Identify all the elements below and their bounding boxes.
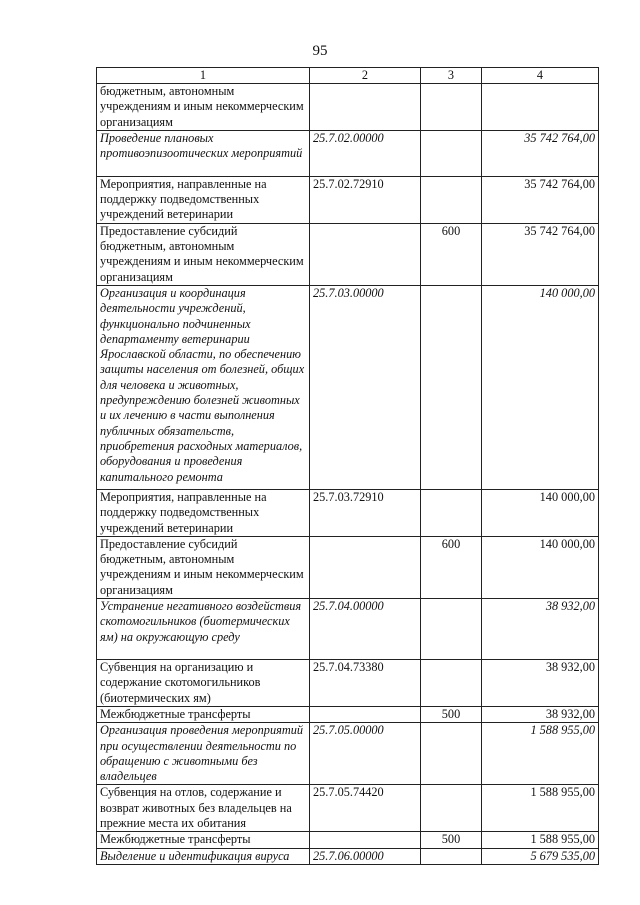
- row-name-cell: бюджетным, автономным учреждениям и иным некоммерческим организациям: [97, 84, 310, 131]
- row-code-cell: 25.7.05.74420: [310, 785, 421, 832]
- row-type-cell: 500: [421, 706, 482, 722]
- table-row: [97, 832, 599, 848]
- table-row: [97, 285, 599, 489]
- row-type-cell: 500: [421, 832, 482, 848]
- row-code-cell: [310, 223, 421, 285]
- table-row: [97, 785, 599, 832]
- row-code-cell: 25.7.04.73380: [310, 660, 421, 707]
- row-type-cell: 600: [421, 223, 482, 285]
- row-name-cell: Межбюджетные трансферты: [97, 706, 310, 722]
- column-header: 3: [421, 68, 482, 84]
- table-row: [97, 84, 599, 131]
- row-type-cell: 600: [421, 536, 482, 598]
- row-sum-cell: 140 000,00: [482, 489, 599, 536]
- row-type-cell: [421, 723, 482, 785]
- table-row: [97, 706, 599, 722]
- row-type-cell: [421, 848, 482, 864]
- table-row: [97, 599, 599, 660]
- table-row: [97, 176, 599, 223]
- row-type-cell: [421, 176, 482, 223]
- row-name-cell: Межбюджетные трансферты: [97, 832, 310, 848]
- row-name-cell: Субвенция на отлов, содержание и возврат животных без владельцев на прежние места их обитания: [97, 785, 310, 832]
- row-name-cell: Мероприятия, направленные на поддержку подведомственных учреждений ветеринарии: [97, 489, 310, 536]
- table-row: [97, 536, 599, 598]
- row-sum-cell: 35 742 764,00: [482, 176, 599, 223]
- row-sum-cell: 140 000,00: [482, 536, 599, 598]
- row-sum-cell: 38 932,00: [482, 706, 599, 722]
- row-name-cell: Мероприятия, направленные на поддержку подведомственных учреждений ветеринарии: [97, 176, 310, 223]
- row-sum-cell: 35 742 764,00: [482, 130, 599, 176]
- row-code-cell: 25.7.04.00000: [310, 599, 421, 660]
- row-sum-cell: 38 932,00: [482, 660, 599, 707]
- table-row: [97, 723, 599, 785]
- row-code-cell: [310, 536, 421, 598]
- column-header: 4: [482, 68, 599, 84]
- row-name-cell: Устранение негативного воздействия скотомогильников (биотермических ям) на окружающую среду: [97, 599, 310, 660]
- table-row: [97, 489, 599, 536]
- row-name-cell: Организация и координация деятельности учреждений, функционально подчиненных департаменту ветеринарии Ярославской области, по обеспечению защиты населения от болезней, общих для человека и животных, предупреждению болезней животных и их лечению в части выполнения публичных обязательств, приобретения расходных материалов, оборудования и проведения капитального ремонта: [97, 285, 310, 489]
- row-code-cell: 25.7.02.72910: [310, 176, 421, 223]
- page-number: 95: [312, 43, 328, 59]
- budget-table: [96, 67, 599, 865]
- row-name-cell: Организация проведения мероприятий при осуществлении деятельности по обращению с животными без владельцев: [97, 723, 310, 785]
- row-type-cell: [421, 130, 482, 176]
- row-sum-cell: [482, 84, 599, 131]
- row-code-cell: [310, 84, 421, 131]
- table-row: [97, 223, 599, 285]
- row-name-cell: Предоставление субсидий бюджетным, автономным учреждениям и иным некоммерческим организациям: [97, 536, 310, 598]
- row-name-cell: Проведение плановых противоэпизоотических мероприятий: [97, 130, 310, 176]
- header-row: [97, 68, 599, 84]
- row-sum-cell: 1 588 955,00: [482, 832, 599, 848]
- row-type-cell: [421, 84, 482, 131]
- row-sum-cell: 1 588 955,00: [482, 723, 599, 785]
- row-type-cell: [421, 660, 482, 707]
- row-name-cell: Выделение и идентификация вируса: [97, 848, 310, 864]
- row-type-cell: [421, 489, 482, 536]
- row-name-cell: Предоставление субсидий бюджетным, автономным учреждениям и иным некоммерческим организациям: [97, 223, 310, 285]
- row-type-cell: [421, 285, 482, 489]
- table-row: [97, 130, 599, 176]
- row-sum-cell: 38 932,00: [482, 599, 599, 660]
- row-type-cell: [421, 599, 482, 660]
- row-sum-cell: 5 679 535,00: [482, 848, 599, 864]
- column-header: 1: [97, 68, 310, 84]
- row-code-cell: [310, 706, 421, 722]
- row-code-cell: [310, 832, 421, 848]
- row-code-cell: 25.7.06.00000: [310, 848, 421, 864]
- row-sum-cell: 1 588 955,00: [482, 785, 599, 832]
- table-row: [97, 660, 599, 707]
- column-header: 2: [310, 68, 421, 84]
- row-name-cell: Субвенция на организацию и содержание скотомогильников (биотермических ям): [97, 660, 310, 707]
- row-sum-cell: 35 742 764,00: [482, 223, 599, 285]
- row-code-cell: 25.7.05.00000: [310, 723, 421, 785]
- row-code-cell: 25.7.03.00000: [310, 285, 421, 489]
- row-code-cell: 25.7.02.00000: [310, 130, 421, 176]
- table-row: [97, 848, 599, 864]
- row-code-cell: 25.7.03.72910: [310, 489, 421, 536]
- row-sum-cell: 140 000,00: [482, 285, 599, 489]
- row-type-cell: [421, 785, 482, 832]
